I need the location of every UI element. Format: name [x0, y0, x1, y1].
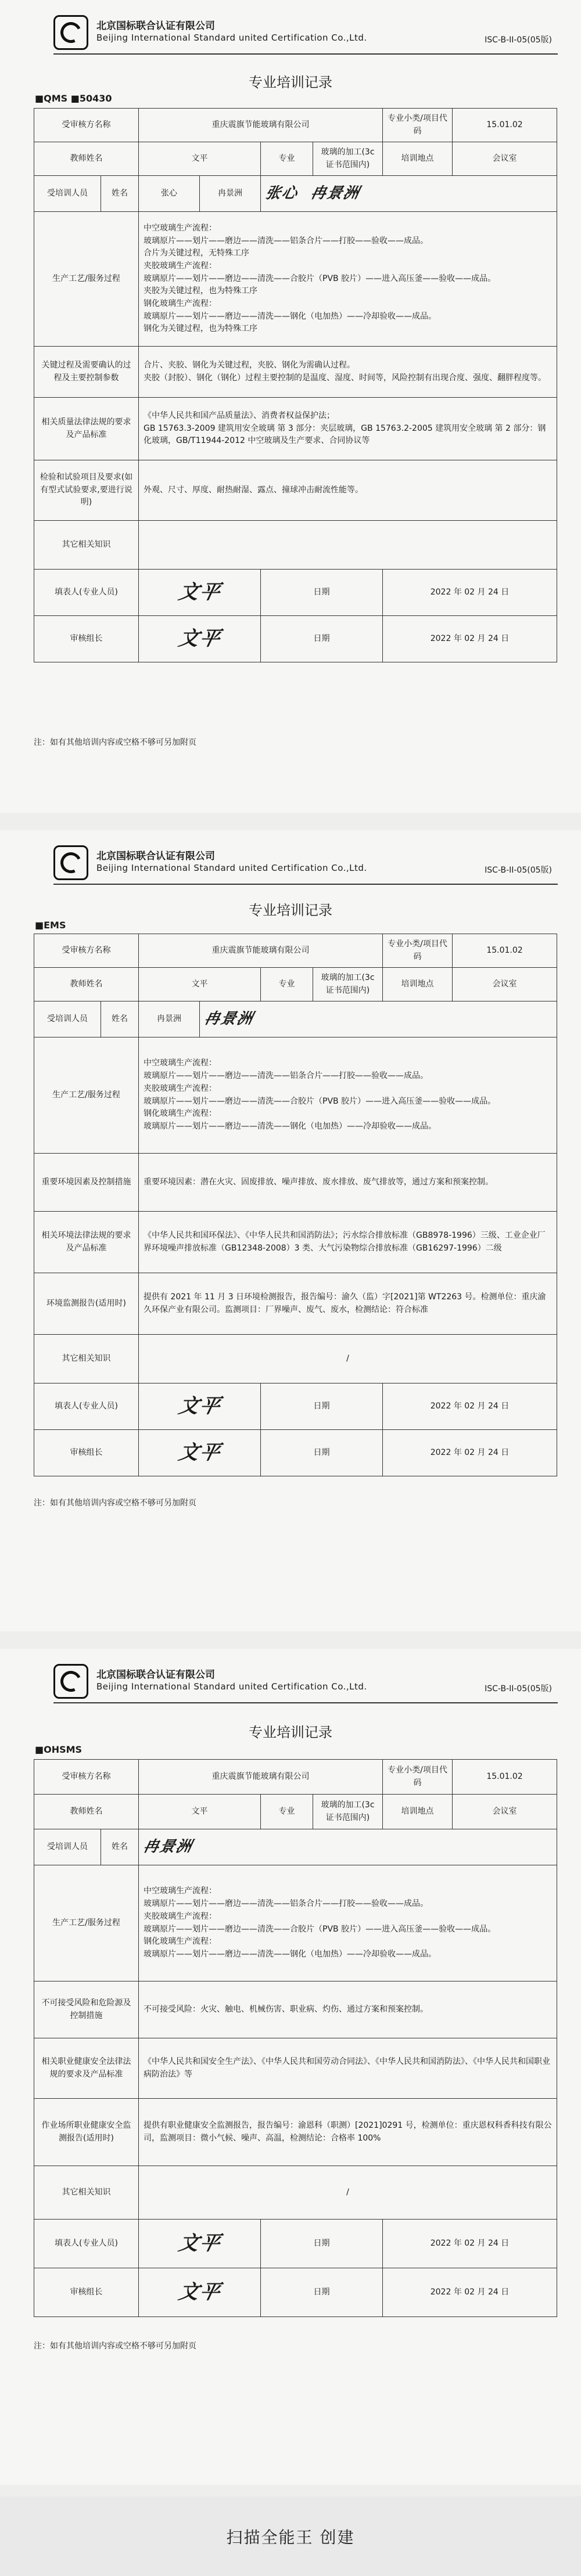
reviewer-signature: 文平	[176, 627, 223, 651]
section-content: 合片、夹胶、钢化为关键过程，夹胶、钢化为需确认过程。 夹胶（封胶）、钢化（钢化）过程主要控制的是温度、湿度、时间等，风险控制有出现合度、强度、翻胖程度等。	[139, 347, 557, 398]
client-label: 受审核方名称	[34, 1760, 139, 1795]
org-name-en: Beijing International Standard united Certification Co.,Ltd.	[96, 1681, 367, 1692]
location-label: 培训地点	[383, 968, 453, 1001]
trainee-label: 受培训人员	[34, 1001, 101, 1037]
date-label: 日期	[261, 570, 383, 616]
client-name: 重庆震旗节能玻璃有限公司	[139, 934, 383, 968]
date-label: 日期	[261, 1430, 383, 1476]
reviewer-signature: 文平	[176, 1441, 223, 1465]
name-label: 姓名	[101, 176, 139, 212]
reviewer-label: 审核组长	[34, 1430, 139, 1476]
location-label: 培训地点	[383, 1795, 453, 1829]
location-label: 培训地点	[383, 142, 453, 176]
page-title: 专业培训记录	[249, 902, 332, 918]
section-label: 其它相关知识	[34, 1335, 139, 1384]
category-label: 专业小类/项目代码	[383, 1760, 453, 1795]
specialty-value: 玻璃的加工(3c证书范围内)	[313, 968, 383, 1001]
category-label: 专业小类/项目代码	[383, 109, 453, 142]
section-label: 其它相关知识	[34, 2166, 139, 2220]
page-title: 专业培训记录	[249, 1724, 332, 1741]
location-value: 会议室	[453, 1795, 557, 1829]
filler-label: 填表人(专业人员)	[34, 2220, 139, 2268]
reviewer-label: 审核组长	[34, 616, 139, 662]
footnote: 注：如有其他培训内容或空格不够可另加附页	[34, 1498, 196, 1508]
reviewer-label: 审核组长	[34, 2268, 139, 2317]
section-content: /	[139, 2166, 557, 2220]
form-code: ISC-B-II-05(05版)	[485, 866, 552, 875]
section-content: 外观、尺寸、厚度、耐热耐湿、露点、撞球冲击耐流性能等。	[139, 460, 557, 521]
category-label: 专业小类/项目代码	[383, 934, 453, 968]
section-content: 《中华人民共和国环保法》、《中华人民共和国消防法》；污水综合排放标准（GB8978-1996）三级、工业企业厂界环境噪声排放标准（GB12348-2008）3 类、大气污染物综合排放标准（GB16297-1996）二级	[139, 1212, 557, 1273]
org-name-cn: 北京国标联合认证有限公司	[96, 20, 215, 32]
date-label: 日期	[261, 1384, 383, 1430]
trainee-name: 张心	[139, 176, 200, 212]
review-date: 2022 年 02 月 24 日	[383, 616, 557, 662]
section-label: 生产工艺/服务过程	[34, 1037, 139, 1154]
record-page-ohsms	[0, 1649, 581, 2485]
section-label: 环境监测报告(适用时)	[34, 1273, 139, 1335]
page-title: 专业培训记录	[249, 74, 332, 91]
section-label: 检验和试验项目及要求(如有型式试验要求,要进行说明)	[34, 460, 139, 521]
form-code: ISC-B-II-05(05版)	[485, 1684, 552, 1694]
section-content: /	[139, 1335, 557, 1384]
section-content: 《中华人民共和国产品质量法》、消费者权益保护法； GB 15763.3-2009 建筑用安全玻璃 第 3 部分：夹层玻璃，GB 15763.2-2005 建筑用安全玻璃 第 2 部分：钢化玻璃，GB/T11944-2012 中空玻璃及生产要求、合同协议等	[139, 398, 557, 460]
section-content: 中空玻璃生产流程： 玻璃原片——划片——磨边——清洗——铝条合片——打胶——验收——成品。 夹胶玻璃生产流程： 玻璃原片——划片——磨边——清洗——合胶片（PVB 胶片）——进入高压釜——验收——成品。 钢化玻璃生产流程： 玻璃原片——划片——磨边——清洗——钢化（电加热）——冷却验收——成品。	[139, 1037, 557, 1154]
isc-logo-icon	[53, 1664, 88, 1699]
isc-logo-icon	[53, 845, 88, 880]
category-code: 15.01.02	[453, 934, 557, 968]
teacher-name: 文平	[139, 1795, 261, 1829]
training-record-table	[34, 934, 557, 1476]
management-system-label: ■OHSMS	[35, 1744, 83, 1755]
management-system-label: ■QMS ■50430	[35, 93, 112, 104]
specialty-value: 玻璃的加工(3c证书范围内)	[313, 1795, 383, 1829]
section-label: 相关环境法律法规的要求及产品标准	[34, 1212, 139, 1273]
section-label: 其它相关知识	[34, 521, 139, 570]
record-page-ems	[0, 830, 581, 1631]
header-divider	[53, 53, 558, 55]
section-content: 不可接受风险：火灾、触电、机械伤害、职业病、灼伤、通过方案和预案控制。	[139, 1981, 557, 2038]
section-content: 《中华人民共和国安全生产法》、《中华人民共和国劳动合同法》、《中华人民共和国消防法》、《中华人民共和国职业病防治法》等	[139, 2038, 557, 2099]
header-divider	[53, 1702, 558, 1703]
date-label: 日期	[261, 2220, 383, 2268]
specialty-label: 专业	[261, 1795, 313, 1829]
teacher-label: 教师姓名	[34, 968, 139, 1001]
trainee-signature: 冉景洲	[202, 1010, 256, 1028]
filler-signature: 文平	[176, 1395, 223, 1418]
trainee-signature: 张心	[263, 185, 300, 203]
page-header	[53, 15, 552, 51]
filler-label: 填表人(专业人员)	[34, 570, 139, 616]
review-date: 2022 年 02 月 24 日	[383, 1430, 557, 1476]
header-divider	[53, 884, 558, 885]
client-label: 受审核方名称	[34, 934, 139, 968]
fill-date: 2022 年 02 月 24 日	[383, 1384, 557, 1430]
section-label: 不可接受风险和危险源及控制措施	[34, 1981, 139, 2038]
teacher-label: 教师姓名	[34, 1795, 139, 1829]
footnote: 注：如有其他培训内容或空格不够可另加附页	[34, 2341, 196, 2351]
location-value: 会议室	[453, 968, 557, 1001]
trainee-name: 冉景洲	[139, 1001, 200, 1037]
org-name-en: Beijing International Standard united Certification Co.,Ltd.	[96, 863, 367, 873]
trainee-name: 冉景洲	[200, 176, 261, 212]
section-label: 生产工艺/服务过程	[34, 1865, 139, 1981]
footnote: 注：如有其他培训内容或空格不够可另加附页	[34, 738, 196, 747]
training-record-table	[34, 108, 557, 662]
section-label: 相关质量法律法规的要求及产品标准	[34, 398, 139, 460]
page-header	[53, 1664, 552, 1700]
section-content	[139, 521, 557, 570]
specialty-label: 专业	[261, 142, 313, 176]
filler-label: 填表人(专业人员)	[34, 1384, 139, 1430]
teacher-name: 文平	[139, 142, 261, 176]
section-label: 生产工艺/服务过程	[34, 212, 139, 347]
management-system-label: ■EMS	[35, 920, 66, 931]
trainee-label: 受培训人员	[34, 1829, 101, 1865]
teacher-name: 文平	[139, 968, 261, 1001]
section-label: 相关职业健康安全法律法规的要求及产品标准	[34, 2038, 139, 2099]
client-name: 重庆震旗节能玻璃有限公司	[139, 109, 383, 142]
trainee-signature: 冉景洲	[309, 185, 362, 203]
date-label: 日期	[261, 2268, 383, 2317]
section-content: 重要环境因素：潜在火灾、固废排放、噪声排放、废水排放、废气排放等，通过方案和预案控制。	[139, 1154, 557, 1212]
filler-signature: 文平	[176, 581, 223, 604]
client-name: 重庆震旗节能玻璃有限公司	[139, 1760, 383, 1795]
fill-date: 2022 年 02 月 24 日	[383, 2220, 557, 2268]
location-value: 会议室	[453, 142, 557, 176]
org-name-en: Beijing International Standard united Certification Co.,Ltd.	[96, 33, 367, 43]
page-header	[53, 845, 552, 881]
org-name-cn: 北京国标联合认证有限公司	[96, 1669, 215, 1681]
category-code: 15.01.02	[453, 1760, 557, 1795]
category-code: 15.01.02	[453, 109, 557, 142]
section-content: 提供有 2021 年 11 月 3 日环境检测报告，报告编号：渝久（监）字[2021]第 WT2263 号。检测单位：重庆渝久环保产业有限公司。监测项目：厂界噪声、废气、废水，检测结论：符合标准	[139, 1273, 557, 1335]
form-code: ISC-B-II-05(05版)	[485, 35, 552, 45]
section-content: 提供有职业健康安全监测报告，报告编号：渝恩科（职测）[2021]0291 号，检测单位：重庆恩权科香科技有限公司，监测项目：微小气候、噪声、高温，检测结论：合格率 100%	[139, 2099, 557, 2166]
date-label: 日期	[261, 616, 383, 662]
reviewer-signature: 文平	[176, 2280, 223, 2304]
name-label: 姓名	[101, 1001, 139, 1037]
trainee-label: 受培训人员	[34, 176, 101, 212]
teacher-label: 教师姓名	[34, 142, 139, 176]
trainee-signature: 冉景洲	[141, 1838, 195, 1856]
org-name-cn: 北京国标联合认证有限公司	[96, 851, 215, 862]
client-label: 受审核方名称	[34, 109, 139, 142]
section-content: 中空玻璃生产流程： 玻璃原片——划片——磨边——清洗——铝条合片——打胶——验收——成品。 合片为关键过程，无特殊工序 夹胶玻璃生产流程： 玻璃原片——划片——磨边——清洗——合胶片（PVB 胶片）——进入高压釜——验收——成品。 夹胶为关键过程，也为特殊工序 钢化玻璃生产流程： 玻璃原片——划片——磨边——清洗——钢化（电加热）——冷却验收——成品。 钢化为关键过程，也为特殊工序	[139, 212, 557, 347]
record-page-qms	[0, 0, 581, 813]
isc-logo-icon	[53, 15, 88, 50]
scanner-watermark-footer: 扫描全能王 创建	[0, 2496, 581, 2576]
section-label: 关键过程及需要确认的过程及主要控制参数	[34, 347, 139, 398]
filler-signature: 文平	[176, 2232, 223, 2256]
name-label: 姓名	[101, 1829, 139, 1865]
fill-date: 2022 年 02 月 24 日	[383, 570, 557, 616]
section-content: 中空玻璃生产流程： 玻璃原片——划片——磨边——清洗——铝条合片——打胶——验收——成品。 夹胶玻璃生产流程： 玻璃原片——划片——磨边——清洗——合胶片（PVB 胶片）——进入高压釜——验收——成品。 钢化玻璃生产流程： 玻璃原片——划片——磨边——清洗——钢化（电加热）——冷却验收——成品。	[139, 1865, 557, 1981]
training-record-table	[34, 1759, 557, 2317]
specialty-value: 玻璃的加工(3c证书范围内)	[313, 142, 383, 176]
section-label: 重要环境因素及控制措施	[34, 1154, 139, 1212]
specialty-label: 专业	[261, 968, 313, 1001]
review-date: 2022 年 02 月 24 日	[383, 2268, 557, 2317]
section-label: 作业场所职业健康安全监测报告(适用时)	[34, 2099, 139, 2166]
